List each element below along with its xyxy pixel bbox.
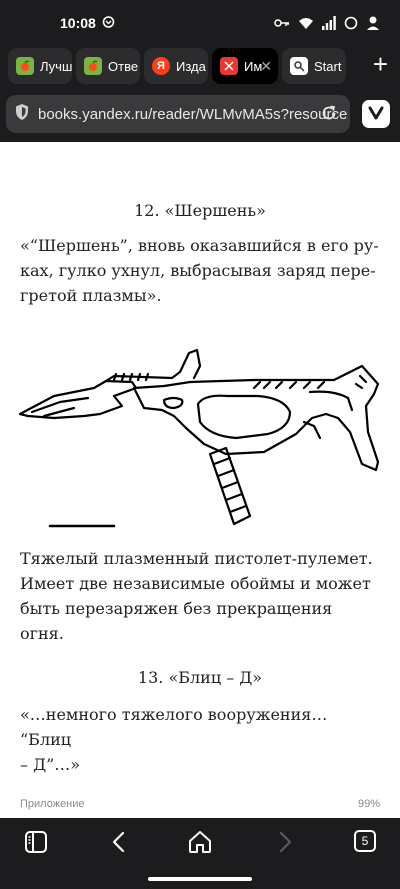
chevron-right-icon — [272, 830, 296, 854]
green-favicon-icon — [84, 57, 102, 75]
text-line: Имеет две независимые обоймы и может — [20, 574, 371, 593]
url-field[interactable] — [6, 95, 350, 133]
close-tab-icon[interactable]: ✕ — [260, 58, 272, 74]
text-line: «…немного тяжелого вооружения… “Блиц — [20, 705, 328, 749]
text-line: «“Шершень”, вновь оказавшийся в его ру- — [20, 236, 379, 255]
vivaldi-icon — [368, 105, 384, 124]
tab-2[interactable] — [76, 48, 140, 84]
footer-app-label: Приложение — [20, 798, 85, 810]
reading-progress: 99% — [357, 798, 380, 810]
address-area — [0, 86, 400, 142]
signal-icon — [322, 16, 336, 30]
reader-page[interactable] — [0, 142, 400, 818]
home-indicator — [148, 877, 252, 881]
home-icon — [188, 830, 212, 854]
forward-button[interactable] — [272, 830, 296, 858]
tab-switcher-button[interactable]: 5 — [354, 830, 376, 852]
tab-label: Отве — [108, 58, 139, 74]
text-line: ках, гулко ухнул, выбрасывая заряд пере- — [20, 261, 376, 280]
home-button[interactable] — [188, 830, 212, 858]
tab-5[interactable] — [282, 48, 346, 84]
tab-4-active[interactable] — [212, 48, 278, 84]
book-favicon-icon — [220, 57, 238, 75]
status-time: 10:08 — [60, 15, 96, 31]
text-line: Тяжелый плазменный пистолет-пулемет. — [20, 549, 373, 568]
text-line: гретой плазмы». — [20, 286, 162, 305]
description-paragraph — [20, 546, 382, 646]
tab-label: Лучш — [40, 58, 73, 74]
tab-label: Start — [314, 58, 342, 74]
quote-paragraph-2 — [20, 702, 382, 777]
tab-strip — [0, 46, 400, 86]
shield-icon[interactable] — [14, 103, 30, 125]
key-icon — [274, 18, 290, 28]
green-favicon-icon — [16, 57, 34, 75]
chapter-heading-13: 13. «Блиц – Д» — [137, 668, 263, 687]
back-button[interactable] — [108, 830, 132, 858]
wifi-icon — [298, 16, 314, 30]
battery-icon — [344, 16, 358, 30]
status-left — [60, 15, 115, 31]
weapon-illustration — [14, 336, 386, 532]
text-line: огня. — [20, 624, 64, 643]
tab-3[interactable] — [144, 48, 208, 84]
new-tab-button[interactable]: + — [372, 49, 388, 79]
start-favicon-icon — [290, 57, 308, 75]
panel-toggle-button[interactable] — [24, 830, 48, 858]
tab-label: Изда — [176, 58, 206, 74]
sidebar-icon — [24, 830, 48, 854]
status-right — [274, 15, 380, 31]
chapter-heading-12: 12. «Шершень» — [134, 201, 266, 220]
tab-1[interactable] — [8, 48, 72, 84]
text-line: быть перезаряжен без прекращения — [20, 599, 333, 618]
quote-paragraph-1 — [20, 233, 382, 308]
bottom-navigation — [0, 818, 400, 889]
account-icon — [366, 15, 380, 31]
weapon-drawing — [14, 336, 386, 532]
status-bar — [0, 0, 400, 46]
yandex-favicon-icon: Я — [152, 57, 170, 75]
text-line: – Д”…» — [20, 755, 81, 774]
reload-icon[interactable] — [320, 104, 338, 126]
vivaldi-menu-button[interactable] — [362, 100, 390, 128]
tab-label: Им — [244, 58, 263, 74]
url-text[interactable]: books.yandex.ru/reader/WLMvMA5s?resource — [38, 105, 348, 123]
notification-icon — [102, 15, 115, 31]
chevron-left-icon — [108, 830, 132, 854]
